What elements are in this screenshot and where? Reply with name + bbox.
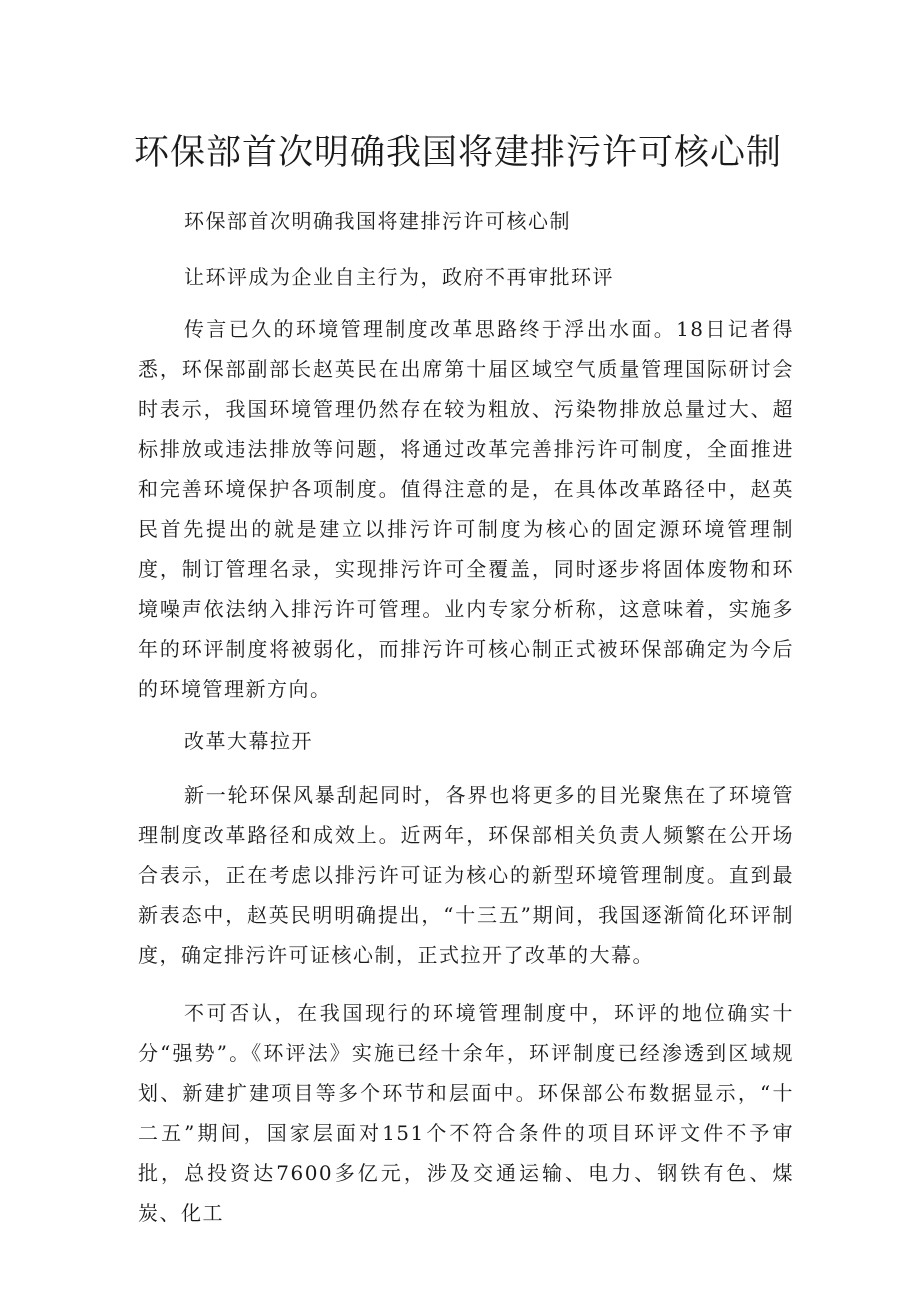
body-paragraph-1: 传言已久的环境管理制度改革思路终于浮出水面。18日记者得悉，环保部副部长赵英民在出席第十届区域空气质量管理国际研讨会时表示，我国环境管理仍然存在较为粗放、污染物排放总量过大、超标排放或违法排放等问题，将通过改革完善排污许可制度，全面推进和完善环境保护各项制度。值得注意的是，在具体改革路径中，赵英民首先提出的就是建立以排污许可制度为核心的固定源环境管理制度，制订管理名录，实现排污许可全覆盖，同时逐步将固体废物和环境噪声依法纳入排污许可管理。业内专家分析称，这意味着，实施多年的环评制度将被弱化，而排污许可核心制正式被环保部确定为今后的环境管理新方向。 (138, 317, 794, 701)
document-body (138, 195, 794, 1233)
subtitle-line: 环保部首次明确我国将建排污许可核心制 (184, 209, 571, 233)
body-paragraph-2: 新一轮环保风暴刮起同时，各界也将更多的目光聚焦在了环境管理制度改革路径和成效上。近两年，环保部相关负责人频繁在公开场合表示，正在考虑以排污许可证为核心的新型环境管理制度。直到最新表态中，赵英民明明确提出，“十三五”期间，我国逐渐简化环评制度，确定排污许可证核心制，正式拉开了改革的大幕。 (138, 783, 794, 967)
lead-line: 让环评成为企业自主行为，政府不再审批环评 (184, 265, 614, 289)
body-paragraph-3: 不可否认，在我国现行的环境管理制度中，环评的地位确实十分“强势”。《环评法》实施已经十余年，环评制度已经渗透到区域规划、新建扩建项目等多个环节和层面中。环保部公布数据显示，“十二五”期间，国家层面对151个不符合条件的项目环评文件不予审批，总投资达7600多亿元，涉及交通运输、电力、钢铁有色、煤炭、化工 (138, 1001, 794, 1225)
section-heading: 改革大幕拉开 (184, 729, 313, 753)
document-title: 环保部首次明确我国将建排污许可核心制 (134, 133, 783, 173)
